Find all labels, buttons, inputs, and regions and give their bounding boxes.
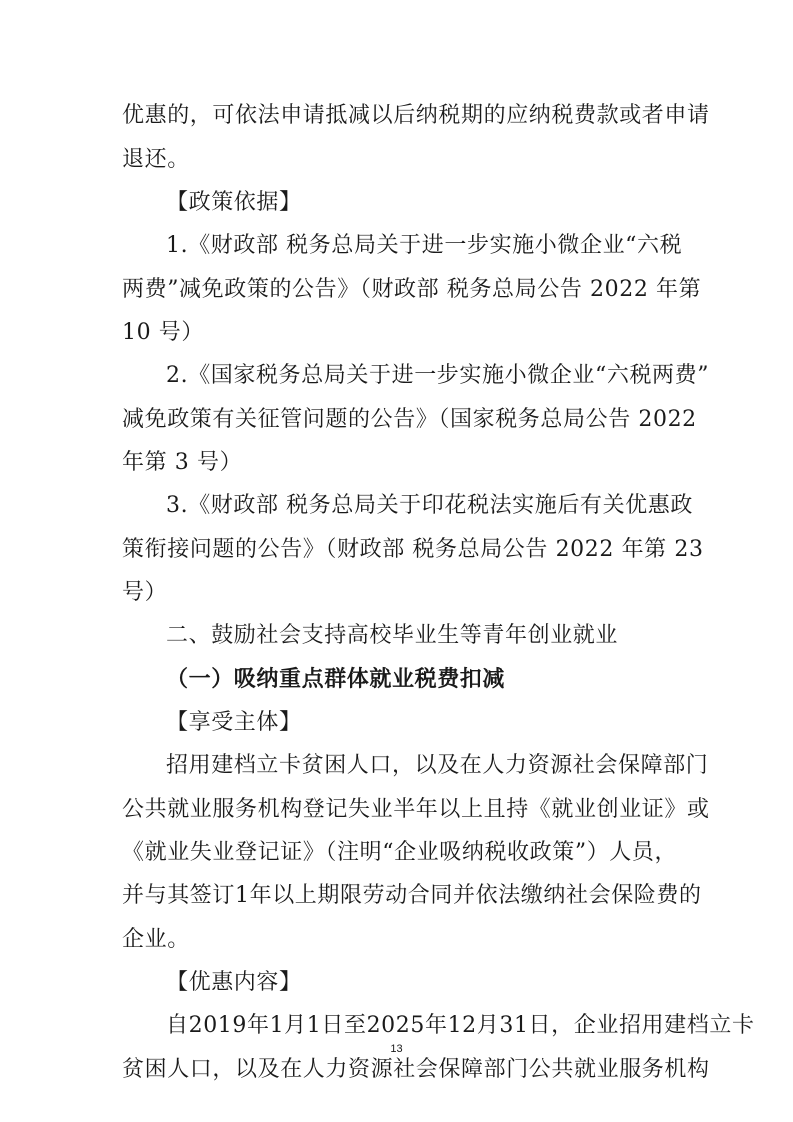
body-line: 招用建档立卡贫困人口，以及在人力资源社会保障部门 — [166, 753, 709, 778]
body-line: 自2019年1月1日至2025年12月31日，企业招用建档立卡 — [166, 1013, 755, 1038]
section-label-policy-basis: 【政策依据】 — [166, 190, 302, 215]
body-line: 《就业失业登记证》（注明“企业吸纳税收政策”）人员， — [122, 840, 678, 865]
body-line: 10 号） — [122, 320, 204, 345]
body-line: 策衔接问题的公告》（财政部 税务总局公告 2022 年第 23 — [122, 537, 704, 562]
policy-item-2: 2.《国家税务总局关于进一步实施小微企业“六税两费” — [166, 363, 710, 388]
page-number: 13 — [390, 1043, 403, 1055]
section-heading: 二、鼓励社会支持高校毕业生等青年创业就业 — [166, 623, 619, 648]
body-line: 年第 3 号） — [122, 450, 243, 475]
body-line: 退还。 — [122, 147, 190, 172]
body-line: 公共就业服务机构登记失业半年以上且持《就业创业证》或 — [122, 797, 710, 822]
body-line: 优惠的，可依法申请抵减以后纳税期的应纳税费款或者申请 — [122, 103, 710, 128]
body-line: 贫困人口，以及在人力资源社会保障部门公共就业服务机构 — [122, 1057, 710, 1082]
policy-item-1: 1.《财政部 税务总局关于进一步实施小微企业“六税 — [166, 233, 683, 258]
body-line: 减免政策有关征管问题的公告》（国家税务总局公告 2022 — [122, 407, 697, 432]
section-label-preferential-content: 【优惠内容】 — [166, 970, 302, 995]
body-line: 两费”减免政策的公告》（财政部 税务总局公告 2022 年第 — [122, 277, 702, 302]
section-label-beneficiary: 【享受主体】 — [166, 710, 302, 735]
body-line: 企业。 — [122, 927, 190, 952]
policy-item-3: 3.《财政部 税务总局关于印花税法实施后有关优惠政 — [166, 493, 693, 518]
body-line: 号） — [122, 580, 168, 605]
subsection-heading: （一）吸纳重点群体就业税费扣减 — [166, 667, 506, 692]
body-line: 并与其签订1年以上期限劳动合同并依法缴纳社会保险费的 — [122, 883, 702, 908]
